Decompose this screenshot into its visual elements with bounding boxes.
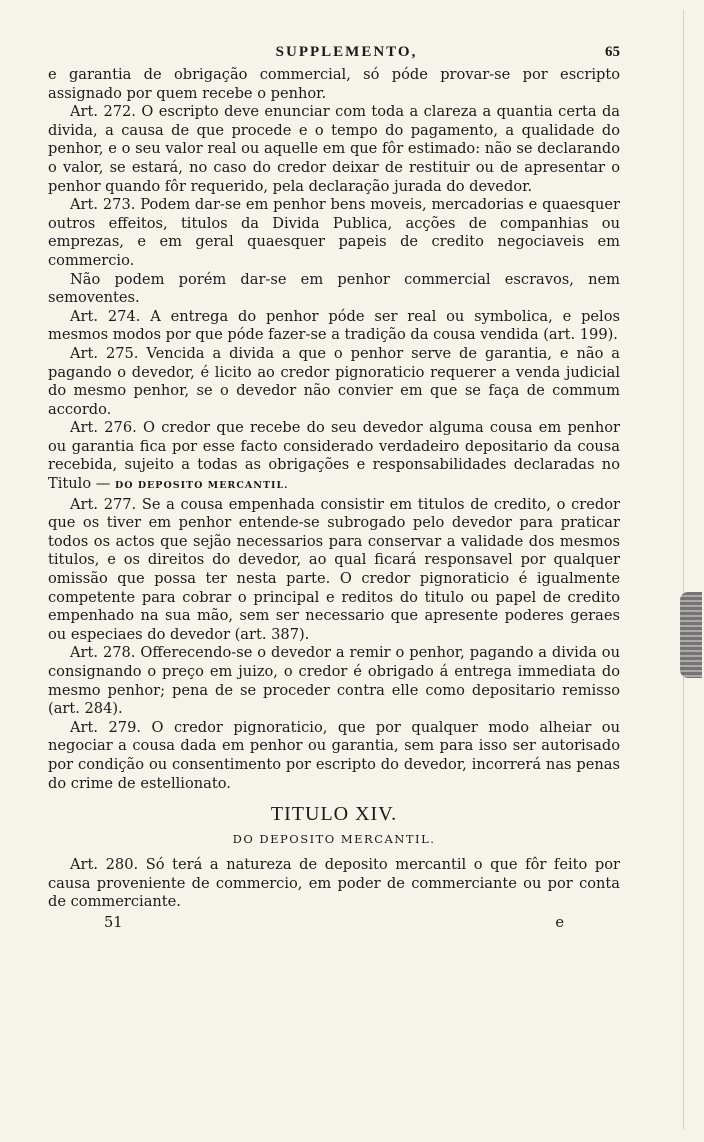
thumb-shadow <box>680 592 702 678</box>
section-title: TITULO XIV. <box>270 803 398 826</box>
page-footer <box>48 914 620 936</box>
article-276-text: Art. 276. O credor que recebe do seu devedor alguma cousa em penhor ou garantia fica por esse facto considerado verdadeiro depositario da cousa recebida, sujeito a todas as obrigações e responsabilidades declaradas no Titulo — <box>48 419 620 493</box>
body-text <box>48 66 620 793</box>
signature-mark: 51 <box>104 913 123 931</box>
article-274: Art. 274. A entrega do penhor póde ser real ou symbolica, e pelos mesmos modos por que póde fazer-se a tradição da cousa vendida (art. 199). <box>48 307 620 344</box>
section-body <box>48 856 620 912</box>
article-275: Art. 275. Vencida a divida a que o penhor serve de garantia, e não a pagando o devedor, é licito ao credor pignoraticio requerer a venda judicial do mesmo penhor, se o devedor não convier em que se faça de commum accordo. <box>48 344 620 418</box>
running-header <box>48 44 620 66</box>
article-273: Art. 273. Podem dar-se em penhor bens moveis, mercadorias e quaesquer outros effeitos, titulos da Divida Publica, acções de companhias ou emprezas, e em geral quaesquer papeis de credito negociaveis em commercio. <box>48 196 620 269</box>
catchword: e <box>555 913 564 931</box>
article-276 <box>48 419 620 495</box>
page-edge-line <box>683 10 684 1130</box>
paragraph-continuation: e garantia de obrigação commercial, só póde provar-se por escripto assignado por quem recebe o penhor. <box>48 66 620 102</box>
article-280: Art. 280. Só terá a natureza de deposito mercantil o que fôr feito por causa proveniente de commercio, em poder de commerciante ou por conta de commerciante. <box>48 856 620 911</box>
article-276-reference: DO DEPOSITO MERCANTIL. <box>115 480 289 492</box>
page-number: 65 <box>605 44 620 60</box>
article-278: Art. 278. Offerecendo-se o devedor a remir o penhor, pagando a divida ou consignando o preço em juizo, o credor é obrigado á entrega immediata do mesmo penhor; pena de se proceder contra elle como depositario remisso (art. 284). <box>48 644 620 718</box>
article-272: Art. 272. O escripto deve enunciar com toda a clareza a quantia certa da divida, a causa de que procede e o tempo do pagamento, a qualidade do penhor, e o seu valor real ou aquelle em que fôr estimado: não se declarando o valor, se estará, no caso do credor deixar de restituir ou de apresentar o penhor quando fôr requerido, pela declaração jurada do devedor. <box>48 103 620 195</box>
running-title: SUPPLEMENTO, <box>275 44 418 60</box>
article-279: Art. 279. O credor pignoraticio, que por qualquer modo alheiar ou negociar a cousa dada em penhor ou garantia, sem para isso ser autorisado por condição ou consentimento por escripto do devedor, incorrerá nas penas do crime de estellionato. <box>48 718 620 792</box>
article-277: Art. 277. Se a cousa empenhada consistir em titulos de credito, o credor que os tiver em penhor entende-se subrogado pelo devedor para praticar todos os actos que sejão necessarios para conservar a validade dos mesmos titulos, e os direitos do devedor, ao qual ficará responsavel por qualquer omissão que possa ter nesta parte. O credor pignoraticio é igualmente competente para cobrar o principal e reditos do titulo ou papel de credito empenhado na sua mão, sem ser necessario que apresente poderes geraes ou especiaes do devedor (art. 387). <box>48 495 620 643</box>
article-273-note: Não podem porém dar-se em penhor commercial escravos, nem semoventes. <box>48 270 620 307</box>
book-page <box>48 44 620 936</box>
section-subtitle: DO DEPOSITO MERCANTIL. <box>232 832 436 847</box>
